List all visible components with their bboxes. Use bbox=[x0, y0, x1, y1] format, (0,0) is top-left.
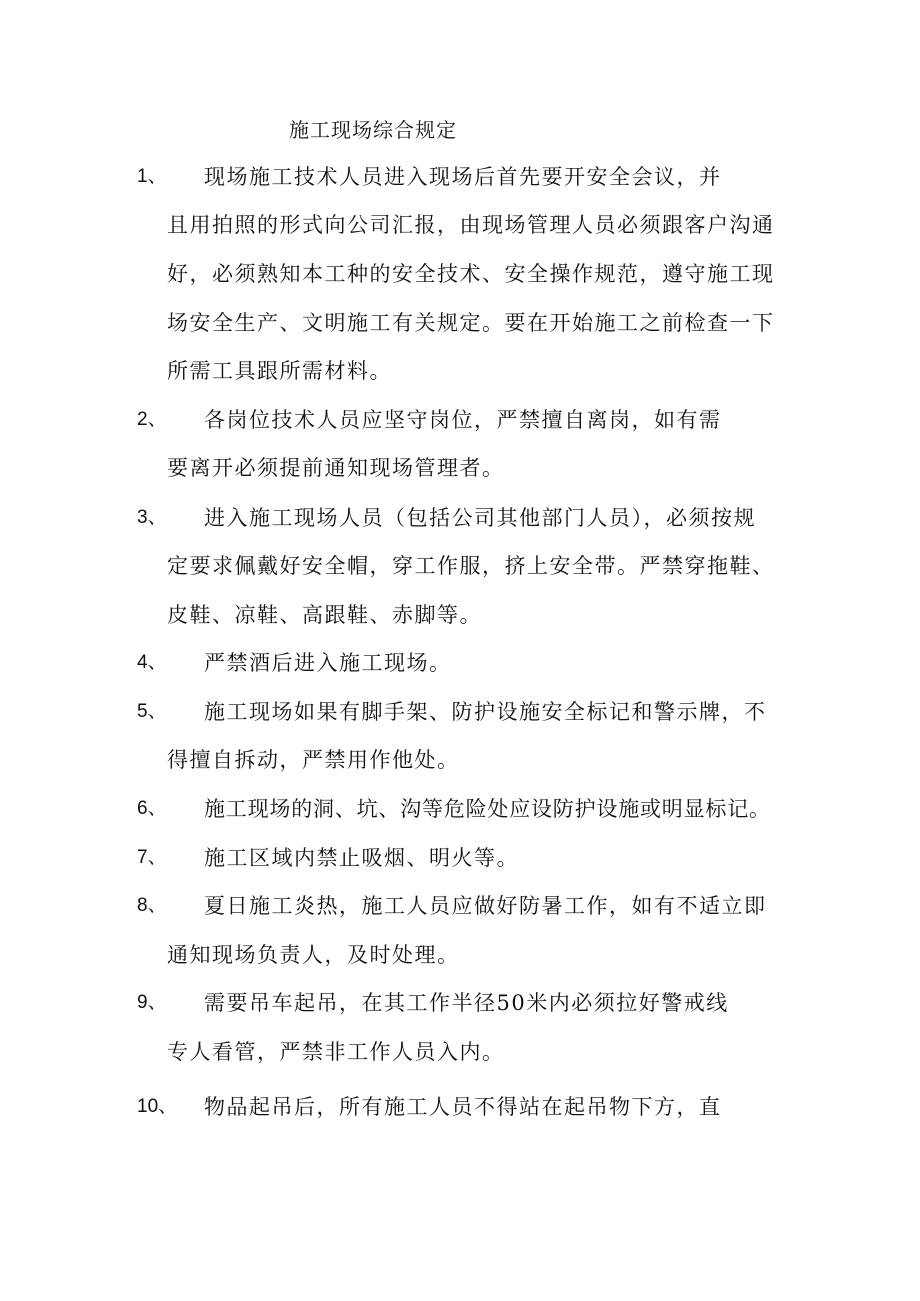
rule-text-line: 施工区域内禁止吸烟、明火等。 bbox=[204, 846, 519, 870]
rule-text-line: 要离开必须提前通知现场管理者。 bbox=[167, 456, 505, 480]
rule-text-line: 专人看管，严禁非工作人员入内。 bbox=[167, 1040, 505, 1064]
rule-number: 6、 bbox=[137, 798, 167, 819]
rule-text-line: 好，必须熟知本工种的安全技术、安全操作规范，遵守施工现 bbox=[167, 262, 775, 286]
rule-text-line: 定要求佩戴好安全帽，穿工作服，挤上安全带。严禁穿拖鞋、 bbox=[167, 554, 775, 578]
rule-number: 5、 bbox=[137, 701, 167, 722]
rule-text-line: 夏日施工炎热，施工人员应做好防暑工作，如有不适立即 bbox=[204, 894, 767, 918]
rule-text-line: 得擅自拆动，严禁用作他处。 bbox=[167, 748, 460, 772]
rule-text-line: 进入施工现场人员（包括公司其他部门人员），必须按规 bbox=[204, 506, 756, 530]
rule-text-line: 施工现场的洞、坑、沟等危险处应设防护设施或明显标记。 bbox=[204, 797, 771, 821]
rule-number: 4、 bbox=[137, 652, 167, 673]
rule-number: 8、 bbox=[137, 895, 167, 916]
rule-text-line: 场安全生产、文明施工有关规定。要在开始施工之前检查一下 bbox=[167, 311, 775, 335]
rule-text-line: 需要吊车起吊，在其工作半径50米内必须拉好警戒线 bbox=[204, 991, 729, 1015]
rule-number: 7、 bbox=[137, 847, 167, 868]
rule-text-line: 施工现场如果有脚手架、防护设施安全标记和警示牌，不 bbox=[204, 700, 767, 724]
rule-number: 9、 bbox=[137, 992, 167, 1013]
rule-text-line: 严禁酒后进入施工现场。 bbox=[204, 651, 452, 675]
rule-text-line: 所需工具跟所需材料。 bbox=[167, 359, 392, 383]
rule-number: 1、 bbox=[137, 166, 167, 187]
rule-number: 3、 bbox=[137, 507, 167, 528]
document-title: 施工现场综合规定 bbox=[289, 118, 457, 142]
rule-text-line: 物品起吊后，所有施工人员不得站在起吊物下方，直 bbox=[204, 1095, 722, 1119]
rule-text-line: 通知现场负责人，及时处理。 bbox=[167, 943, 460, 967]
rule-text-line: 现场施工技术人员进入现场后首先要开安全会议，并 bbox=[204, 165, 722, 189]
rule-number: 10、 bbox=[137, 1096, 178, 1117]
rule-text-line: 各岗位技术人员应坚守岗位，严禁擅自离岗，如有需 bbox=[204, 408, 722, 432]
rule-number: 2、 bbox=[137, 409, 167, 430]
rule-text-line: 且用拍照的形式向公司汇报，由现场管理人员必须跟客户沟通 bbox=[167, 213, 775, 237]
rule-text-line: 皮鞋、凉鞋、高跟鞋、赤脚等。 bbox=[167, 603, 482, 627]
